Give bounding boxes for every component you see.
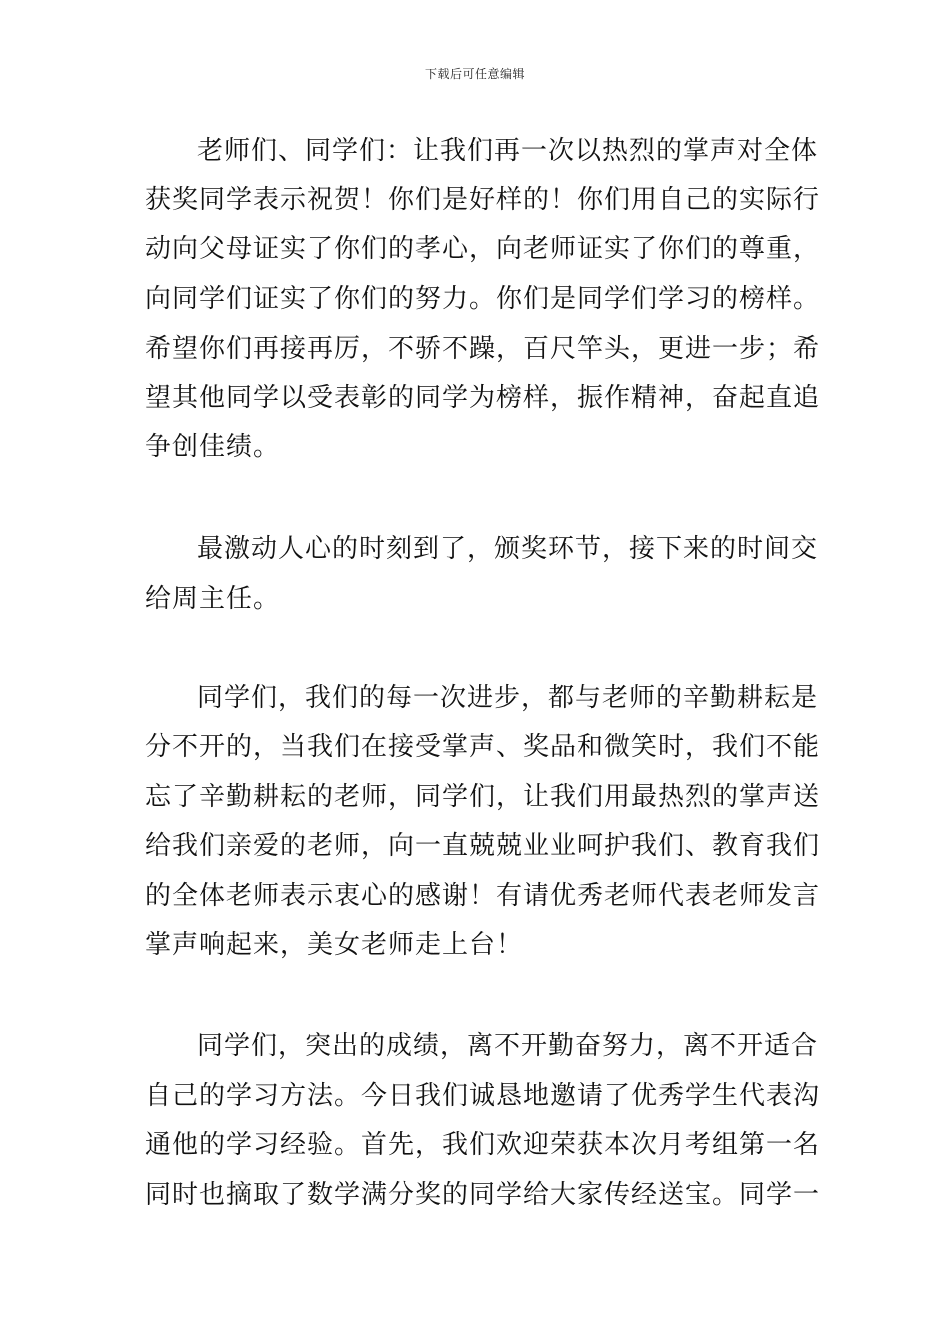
paragraph-1-line-5: 希望你们再接再厉，不骄不躁，百尺竿头，更进一步；希 (145, 334, 821, 364)
paragraph-3-line-2: 分不开的，当我们在接受掌声、奖品和微笑时，我们不能 (145, 732, 821, 762)
paragraph-4-line-3: 通他的学习经验。首先，我们欢迎荣获本次月考组第一名 (145, 1130, 821, 1160)
paragraph-1-line-2: 获奖同学表示祝贺！你们是好样的！你们用自己的实际行 (145, 185, 821, 215)
paragraph-3-line-5: 的全体老师表示衷心的感谢！有请优秀老师代表老师发言 (145, 881, 821, 911)
paragraph-3-line-4: 给我们亲爱的老师，向一直兢兢业业呵护我们、教育我们 (145, 831, 821, 861)
paragraph-1-line-4: 向同学们证实了你们的努力。你们是同学们学习的榜样。 (145, 284, 821, 314)
paragraph-4-line-4: 同时也摘取了数学满分奖的同学给大家传经送宝。同学一 (145, 1180, 821, 1210)
paragraph-3-line-1: 同学们，我们的每一次进步，都与老师的辛勤耕耘是 (197, 683, 819, 713)
paragraph-1-line-6: 望其他同学以受表彰的同学为榜样，振作精神，奋起直追 (145, 383, 821, 413)
paragraph-3-line-3: 忘了辛勤耕耘的老师，同学们，让我们用最热烈的掌声送 (145, 782, 821, 812)
paragraph-3-line-6: 掌声响起来，美女老师走上台！ (145, 930, 524, 960)
paragraph-4-line-2: 自己的学习方法。今日我们诚恳地邀请了优秀学生代表沟 (145, 1081, 821, 1111)
paragraph-1-line-3: 动向父母证实了你们的孝心，向老师证实了你们的尊重， (145, 234, 821, 264)
paragraph-4-line-1: 同学们，突出的成绩，离不开勤奋努力，离不开适合 (197, 1031, 819, 1061)
paragraph-2-line-1: 最激动人心的时刻到了，颁奖环节，接下来的时间交 (197, 534, 819, 564)
header-note: 下载后可任意编辑 (424, 67, 525, 81)
paragraph-1-line-7: 争创佳绩。 (145, 432, 281, 462)
paragraph-1-line-1: 老师们、同学们：让我们再一次以热烈的掌声对全体 (197, 136, 819, 166)
paragraph-2-line-2: 给周主任。 (145, 584, 281, 614)
